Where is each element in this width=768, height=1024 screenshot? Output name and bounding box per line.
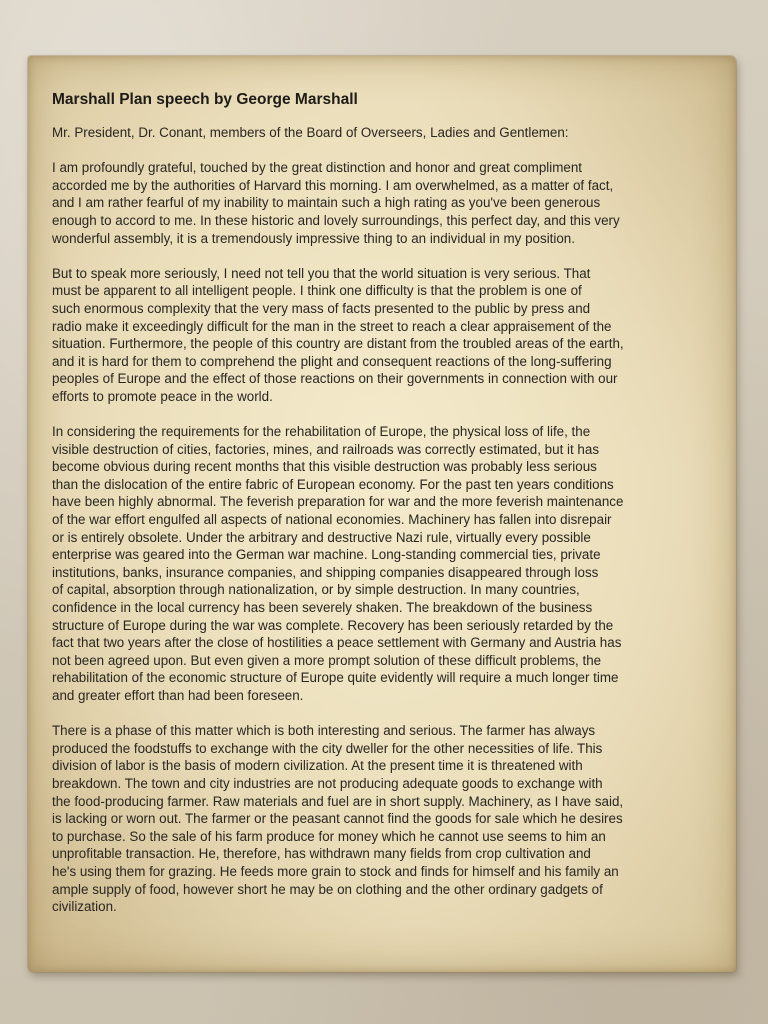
greeting-line: Mr. President, Dr. Conant, members of the Board of Overseers, Ladies and Gentlemen: <box>52 125 569 140</box>
paragraph-4: There is a phase of this matter which is both interesting and serious. The farmer has always produced the foodstuffs to exchange with the city dweller for the other necessities of life. This division of labor is the basis of modern civilization. At the present time it is threatened with breakdown. The town and city industries are not producing adequate goods to exchange with the food-producing farmer. Raw materials and fuel are in short supply. Machinery, as I have said, is lacking or worn out. The farmer or the peasant cannot find the goods for sale which he desires to purchase. So the sale of his farm produce for money which he cannot use seems to him an unprofitable transaction. He, therefore, has withdrawn many fields from crop cultivation and he's using them for grazing. He feeds more grain to stock and finds for himself and his family an ample supply of food, however short he may be on clothing and the other ordinary gadgets of civilization. <box>52 723 624 915</box>
paragraph-2: But to speak more seriously, I need not tell you that the world situation is very serious. That must be apparent to all intelligent people. I think one difficulty is that the problem is one of such enormous complexity that the very mass of facts presented to the public by press and radio make it exceedingly difficult for the man in the street to reach a clear appraisement of the situation. Furthermore, the people of this country are distant from the troubled areas of the earth, and it is hard for them to comprehend the plight and consequent reactions of the long-suffering peoples of Europe and the effect of those reactions on their governments in connection with our efforts to promote peace in the world. <box>52 265 624 404</box>
paragraph-3: In considering the requirements for the rehabilitation of Europe, the physical loss of life, the visible destruction of cities, factories, mines, and railroads was correctly estimated, but it has become obvious during recent months that this visible destruction was probably less serious than the dislocation of the entire fabric of European economy. For the past ten years conditions have been highly abnormal. The feverish preparation for war and the more feverish maintenance of the war effort engulfed all aspects of national economies. Machinery has fallen into disrepair or is entirely obsolete. Under the arbitrary and destructive Nazi rule, virtually every possible enterprise was geared into the German war machine. Long-standing commercial ties, private institutions, banks, insurance companies, and shipping companies disappeared through loss of capital, absorption through nationalization, or by simple destruction. In many countries, confidence in the local currency has been severely shaken. The breakdown of the business structure of Europe during the war was complete. Recovery has been seriously retarded by the fact that two years after the close of hostilities a peace settlement with Germany and Austria has not been agreed upon. But even given a more prompt solution of these difficult problems, the rehabilitation of the economic structure of Europe quite evidently will require a much longer time and greater effort than had been foreseen. <box>52 424 624 703</box>
document-title: Marshall Plan speech by George Marshall <box>52 91 358 108</box>
document-body <box>52 89 718 933</box>
paragraph-1: I am profoundly grateful, touched by the great distinction and honor and great compliment accorded me by the authorities of Harvard this morning. I am overwhelmed, as a matter of fact, and I am rather fearful of my inability to maintain such a high rating as you've been generous enough to accord to me. In these historic and lovely surroundings, this perfect day, and this very wonderful assembly, it is a tremendously impressive thing to an individual in my position. <box>52 160 620 246</box>
